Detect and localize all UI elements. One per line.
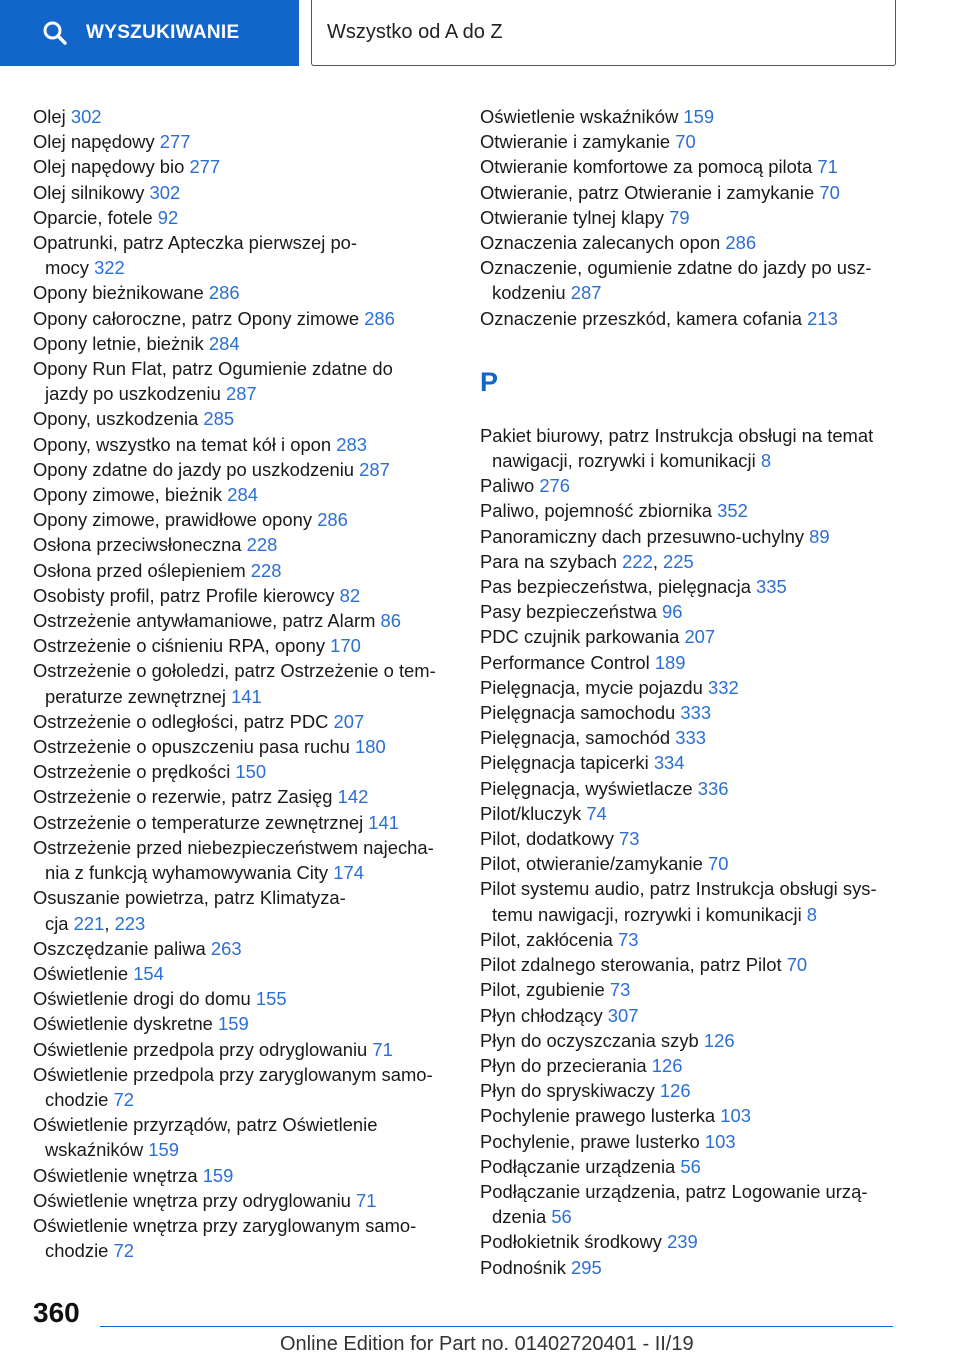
index-entry-text: Ostrzeżenie o odległości, patrz PDC — [33, 710, 329, 732]
index-entry — [480, 1255, 910, 1280]
index-entry — [480, 306, 910, 331]
index-entry-text: Opony całoroczne, patrz Opony zimowe — [33, 307, 360, 329]
index-entry-text: Pilot systemu audio, patrz Instrukcja obsługi sys- — [480, 878, 877, 900]
index-entry-text: Pielęgnacja samochodu — [480, 702, 676, 724]
index-entry-text: Pakiet biurowy, patrz Instrukcja obsługi na temat — [480, 424, 874, 446]
index-entry-text: Olej — [33, 106, 66, 127]
index-entry — [33, 784, 453, 809]
page-link[interactable]: 286 — [317, 509, 348, 531]
page-link[interactable]: 79 — [669, 206, 690, 228]
page-link[interactable]: 284 — [227, 484, 258, 506]
index-entry — [480, 599, 910, 624]
index-entry-text: Oświetlenie — [33, 962, 129, 984]
index-entry-text: Opony Run Flat, patrz Ogumienie zdatne do — [33, 358, 393, 380]
search-tab[interactable] — [0, 0, 299, 66]
search-tab-label: WYSZUKIWANIE — [86, 22, 240, 43]
index-entry-text: Pilot zdalnego sterowania, patrz Pilot — [480, 954, 782, 976]
page-link[interactable]: 159 — [148, 1139, 179, 1161]
page-link[interactable]: 141 — [368, 811, 399, 833]
index-entry — [480, 952, 910, 977]
index-entry — [480, 1103, 910, 1128]
page-link[interactable]: 295 — [571, 1256, 602, 1278]
page-link[interactable]: 170 — [330, 635, 361, 657]
page-link[interactable]: 332 — [708, 676, 739, 698]
index-entry — [33, 608, 453, 633]
index-entry — [480, 1028, 910, 1053]
index-entry-text: Pilot, otwieranie/zamykanie — [480, 853, 703, 875]
index-entry-text: Olej silnikowy — [33, 181, 145, 203]
page-link[interactable]: 225 — [663, 550, 694, 572]
index-entry — [33, 734, 453, 759]
index-entry — [480, 750, 910, 775]
index-column-left — [33, 104, 453, 1263]
page-link[interactable]: 276 — [539, 475, 570, 497]
page-link[interactable]: 92 — [157, 206, 179, 228]
index-entry — [480, 180, 910, 205]
index-entry — [480, 1154, 910, 1179]
index-entry — [33, 1011, 453, 1036]
index-entry — [33, 331, 453, 356]
page-link[interactable]: 72 — [113, 1088, 134, 1110]
page-link[interactable]: 287 — [570, 282, 602, 304]
page-link[interactable]: 174 — [333, 862, 364, 884]
page-link[interactable]: 334 — [653, 752, 685, 774]
page-link[interactable]: 159 — [218, 1013, 249, 1035]
index-entry-text: Pasy bezpieczeństwa — [480, 601, 657, 623]
index-entry — [33, 532, 453, 557]
index-entry-text: wskaźników — [45, 1139, 144, 1161]
index-entry — [480, 574, 910, 599]
index-entry-text: Osłona przed oślepieniem — [33, 559, 246, 581]
index-entry-text: Pilot, dodatkowy — [480, 828, 614, 850]
page-link[interactable]: 56 — [680, 1155, 701, 1177]
index-entry-text: Oświetlenie wnętrza przy odryglowaniu — [33, 1189, 351, 1211]
index-entry-text: Oznaczenie przeszkód, kamera cofania — [480, 307, 802, 329]
index-entry — [480, 826, 910, 851]
page-link[interactable]: 333 — [675, 727, 706, 749]
index-entry — [480, 255, 910, 305]
index-entry-text: Oświetlenie wnętrza przy zaryglowanym samo- — [33, 1214, 417, 1236]
page-link[interactable]: 150 — [235, 761, 267, 783]
page-link[interactable]: 70 — [819, 181, 840, 203]
page-link[interactable]: 287 — [225, 383, 257, 405]
page-link[interactable]: 73 — [609, 979, 631, 1001]
index-entry — [33, 280, 453, 305]
page-link[interactable]: 154 — [133, 962, 164, 984]
page-link[interactable]: 89 — [809, 525, 830, 547]
page-link[interactable]: 70 — [786, 954, 808, 976]
page-link[interactable]: 155 — [255, 988, 287, 1010]
index-entry-text: Płyn do spryskiwaczy — [480, 1080, 655, 1102]
index-entry — [33, 1188, 453, 1213]
page-link[interactable]: 71 — [817, 156, 838, 178]
index-entry-text: Opony zimowe, bieżnik — [33, 484, 223, 506]
index-entry — [480, 1129, 910, 1154]
index-entry — [33, 507, 453, 532]
index-entry-text: Otwieranie komfortowe za pomocą pilota — [480, 156, 813, 178]
index-entry — [480, 624, 910, 649]
index-entry — [33, 104, 453, 129]
index-entry-text: Podłączanie urządzenia, patrz Logowanie urzą- — [480, 1180, 868, 1202]
index-entry — [480, 524, 910, 549]
index-entry-text: Pielęgnacja, samochód — [480, 727, 671, 749]
page-link[interactable]: 74 — [586, 802, 607, 824]
index-entry: Para na szybach 222, 225 — [480, 550, 694, 572]
index-entry-text: Oświetlenie przedpola przy odryglowaniu — [33, 1038, 368, 1060]
index-entry-text: Oznaczenie, ogumienie zdatne do jazdy po usz- — [480, 257, 872, 279]
page-link[interactable]: 159 — [202, 1164, 234, 1186]
index-entry-text: Opatrunki, patrz Apteczka pierwszej po- — [33, 232, 358, 254]
index-entry — [33, 230, 453, 280]
index-entry — [33, 936, 453, 961]
index-entry-text: Osobisty profil, patrz Profile kierowcy — [33, 584, 335, 606]
index-entry-text: Otwieranie i zamykanie — [480, 131, 671, 153]
index-entry — [480, 876, 910, 926]
index-entry — [33, 306, 453, 331]
index-entry — [33, 709, 453, 734]
index-entry-text: Opony, uszkodzenia — [33, 408, 199, 430]
index-entry-text: Osłona przeciwsłoneczna — [33, 534, 242, 556]
page-link[interactable]: 239 — [667, 1231, 698, 1253]
section-letter: P — [480, 367, 499, 398]
page-link[interactable]: 333 — [680, 702, 712, 724]
index-entry-text: nia z funkcją wyhamowywania City — [45, 862, 329, 884]
page-link[interactable]: 322 — [94, 257, 125, 279]
index-entry — [480, 230, 910, 255]
index-entry — [33, 658, 453, 708]
page-link[interactable]: 285 — [203, 408, 235, 430]
page-link[interactable]: 71 — [372, 1038, 393, 1060]
index-entry-text: chodzie — [45, 1088, 109, 1110]
index-entry — [480, 851, 910, 876]
page-link[interactable]: 352 — [717, 500, 748, 522]
page-link[interactable]: 71 — [356, 1189, 377, 1211]
index-entry-text: Płyn do oczyszczania szyb — [480, 1029, 699, 1051]
page-link[interactable]: 96 — [661, 601, 683, 623]
breadcrumb-label: Wszystko od A do Z — [327, 21, 503, 43]
index-entry — [33, 457, 453, 482]
top-navigation — [0, 0, 960, 66]
index-entry — [480, 776, 910, 801]
index-entry — [480, 1053, 910, 1078]
index-entry — [33, 482, 453, 507]
page-link[interactable]: 70 — [707, 853, 729, 875]
index-entry-text: Płyn chłodzący — [480, 1004, 603, 1026]
index-entry-text: Podłokietnik środkowy — [480, 1231, 662, 1253]
index-entry — [480, 205, 910, 230]
page-link[interactable]: 307 — [607, 1004, 639, 1026]
index-entry-text: Ostrzeżenie przed niebezpieczeństwem najecha- — [33, 836, 434, 858]
index-entry — [33, 961, 453, 986]
page-link[interactable]: 286 — [725, 232, 757, 254]
index-column-right — [480, 104, 910, 1280]
index-entry-text: Oszczędzanie paliwa — [33, 937, 206, 959]
index-entry-text: Oświetlenie dyskretne — [33, 1013, 213, 1035]
page-link[interactable]: 335 — [756, 576, 787, 598]
index-entry-text: Pilot, zakłócenia — [480, 928, 613, 950]
index-entry-text: Osuszanie powietrza, patrz Klimatyza- — [33, 887, 346, 909]
index-entry-text: PDC czujnik parkowania — [480, 626, 680, 648]
index-entry — [480, 104, 910, 129]
page-link[interactable]: 159 — [683, 106, 715, 127]
page-link[interactable]: 207 — [333, 710, 365, 732]
page-link[interactable]: 277 — [189, 156, 221, 178]
index-entry-text: Pielęgnacja tapicerki — [480, 752, 649, 774]
page-link[interactable]: 180 — [355, 736, 386, 758]
index-entry-text: Pielęgnacja, wyświetlacze — [480, 777, 693, 799]
index-entry-text: Paliwo, pojemność zbiornika — [480, 500, 713, 522]
index-entry — [480, 675, 910, 700]
index-entry-text: Opony letnie, bieżnik — [33, 332, 204, 354]
page-link[interactable]: 103 — [704, 1130, 736, 1152]
page-link[interactable]: 103 — [720, 1105, 751, 1127]
index-entry-text: Ostrzeżenie o rezerwie, patrz Zasięg — [33, 786, 333, 808]
index-entry-text: Oznaczenia zalecanych opon — [480, 232, 721, 254]
index-entry-text: Ostrzeżenie o temperaturze zewnętrznej — [33, 811, 364, 833]
footer-rule — [100, 1326, 893, 1327]
index-entry-text: mocy — [45, 257, 89, 279]
index-entry-text: temu nawigacji, rozrywki i komunikacji — [492, 903, 802, 925]
index-entry — [480, 801, 910, 826]
page-link[interactable]: 302 — [149, 181, 181, 203]
index-entry-text: Pilot, zgubienie — [480, 979, 605, 1001]
index-entry — [33, 633, 453, 658]
index-entry — [33, 759, 453, 784]
index-entry-text: Podłączanie urządzenia — [480, 1155, 676, 1177]
index-entry-text: Oświetlenie przedpola przy zaryglowanym samo- — [33, 1063, 433, 1085]
page-link[interactable]: 8 — [760, 450, 772, 472]
index-entry-text: Performance Control — [480, 651, 650, 673]
index-entry — [480, 700, 910, 725]
index-entry: Osuszanie powietrza, patrz Klimatyza- cja 221, 223 — [33, 887, 346, 934]
index-entry-text: Ostrzeżenie o ciśnieniu RPA, opony — [33, 635, 326, 657]
index-entry-text: Pochylenie prawego lusterka — [480, 1105, 716, 1127]
page-link[interactable]: 126 — [703, 1029, 735, 1051]
index-entry — [33, 356, 453, 406]
index-entry — [33, 154, 453, 179]
index-entry-text: Pas bezpieczeństwa, pielęgnacja — [480, 576, 751, 598]
page-link[interactable]: 284 — [208, 332, 240, 354]
index-entry — [33, 835, 453, 885]
page-link[interactable]: 72 — [113, 1240, 134, 1262]
index-entry — [480, 1078, 910, 1103]
page-link[interactable]: 221 — [73, 912, 105, 934]
index-entry — [480, 473, 910, 498]
index-entry — [33, 1213, 453, 1263]
page-link[interactable]: 126 — [659, 1080, 691, 1102]
index-entry — [33, 1037, 453, 1062]
index-entry-text: Pochylenie, prawe lusterko — [480, 1130, 700, 1152]
index-entry — [33, 1062, 453, 1112]
page-link[interactable]: 263 — [210, 937, 242, 959]
index-entry — [33, 1112, 453, 1162]
index-entry-text: Ostrzeżenie o gołoledzi, patrz Ostrzeżenie o tem- — [33, 660, 436, 682]
index-entry — [480, 154, 910, 179]
index-entry-text: Oparcie, fotele — [33, 206, 153, 228]
page-link[interactable]: 222 — [622, 550, 653, 572]
page-link[interactable]: 336 — [697, 777, 729, 799]
page-link[interactable]: 73 — [619, 828, 640, 850]
page-link[interactable]: 86 — [380, 610, 402, 632]
index-entry — [480, 129, 910, 154]
page-link[interactable]: 223 — [114, 912, 146, 934]
index-entry — [480, 1179, 910, 1229]
page-link[interactable]: 82 — [339, 584, 361, 606]
page-link[interactable]: 141 — [231, 685, 262, 707]
index-entry — [33, 583, 453, 608]
index-entry-text: Oświetlenie wskaźników — [480, 106, 679, 127]
index-entry — [33, 986, 453, 1011]
index-entry-text: Otwieranie tylnej klapy — [480, 206, 664, 228]
index-entry-text: Ostrzeżenie o opuszczeniu pasa ruchu — [33, 736, 350, 758]
index-entry-text: kodzeniu — [492, 282, 566, 304]
page-link[interactable]: 277 — [159, 131, 191, 153]
page-link[interactable]: 286 — [364, 307, 395, 329]
page-link[interactable]: 142 — [337, 786, 369, 808]
index-entry-text: Para na szybach — [480, 550, 617, 572]
index-entry — [480, 423, 910, 473]
index-entry — [33, 129, 453, 154]
page-link[interactable]: 73 — [618, 928, 639, 950]
search-icon — [42, 20, 68, 46]
index-entry-text: Paliwo — [480, 475, 535, 497]
index-entry-text: Płyn do przecierania — [480, 1054, 647, 1076]
index-entry — [480, 1229, 910, 1254]
index-entry — [480, 927, 910, 952]
index-entry-text: Opony zdatne do jazdy po uszkodzeniu — [33, 458, 355, 480]
index-entry-text: Opony bieżnikowane — [33, 282, 204, 304]
page-link[interactable]: 286 — [208, 282, 240, 304]
index-entry-text: Pilot/kluczyk — [480, 802, 582, 824]
index-entry-text: Panoramiczny dach przesuwno-uchylny — [480, 525, 805, 547]
index-entry-text: Opony zimowe, prawidłowe opony — [33, 509, 313, 531]
breadcrumb[interactable] — [311, 0, 896, 66]
index-entry — [33, 180, 453, 205]
index-entry-text: dzenia — [492, 1206, 547, 1228]
index-entry — [480, 1003, 910, 1028]
index-entry — [33, 558, 453, 583]
index-group-o — [480, 104, 910, 331]
page-link[interactable]: 213 — [807, 307, 838, 329]
page-link[interactable]: 126 — [651, 1054, 683, 1076]
index-entry-text: Oświetlenie wnętrza — [33, 1164, 198, 1186]
footer-edition: Online Edition for Part no. 01402720401 - II/19 — [280, 1333, 694, 1355]
index-entry — [33, 432, 453, 457]
index-entry — [33, 1163, 453, 1188]
index-entry — [33, 205, 453, 230]
index-entry — [480, 498, 910, 523]
index-entry-text: chodzie — [45, 1240, 109, 1262]
index-entry — [33, 406, 453, 431]
index-entry — [480, 650, 910, 675]
page-link[interactable]: 70 — [675, 131, 696, 153]
page-link[interactable]: 228 — [250, 559, 282, 581]
index-entry-text: Olej napędowy bio — [33, 156, 185, 178]
page-link[interactable]: 189 — [654, 651, 686, 673]
index-entry-text: Pielęgnacja, mycie pojazdu — [480, 676, 703, 698]
index-entry-text: Podnośnik — [480, 1256, 566, 1278]
index-entry-text: Ostrzeżenie o prędkości — [33, 761, 231, 783]
page-link[interactable]: 228 — [246, 534, 278, 556]
section-gap — [480, 331, 910, 343]
index-entry-text: Otwieranie, patrz Otwieranie i zamykanie — [480, 181, 815, 203]
index-entry-text: Olej napędowy — [33, 131, 155, 153]
index-entry — [33, 810, 453, 835]
index-group-p — [480, 423, 910, 1280]
index-entry-text: nawigacji, rozrywki i komunikacji — [492, 450, 756, 472]
index-entry-text: peraturze zewnętrznej — [45, 685, 226, 707]
index-entry — [480, 725, 910, 750]
page-link[interactable]: 56 — [551, 1206, 572, 1228]
index-entry-text: Ostrzeżenie antywłamaniowe, patrz Alarm — [33, 610, 376, 632]
index-entry-text: jazdy po uszkodzeniu — [45, 383, 221, 405]
page-link[interactable]: 287 — [359, 458, 390, 480]
index-entry-text: cja — [45, 912, 69, 934]
page-link[interactable]: 207 — [684, 626, 716, 648]
index-entry-text: Opony, wszystko na temat kół i opon — [33, 433, 332, 455]
page-link[interactable]: 8 — [806, 903, 818, 925]
page-link[interactable]: 283 — [336, 433, 367, 455]
page-link[interactable]: 302 — [70, 106, 102, 127]
index-entry-text: Oświetlenie drogi do domu — [33, 988, 251, 1010]
index-entry-text: Oświetlenie przyrządów, patrz Oświetlenie — [33, 1114, 378, 1136]
index-entry — [480, 977, 910, 1002]
page-number: 360 — [33, 1297, 80, 1328]
